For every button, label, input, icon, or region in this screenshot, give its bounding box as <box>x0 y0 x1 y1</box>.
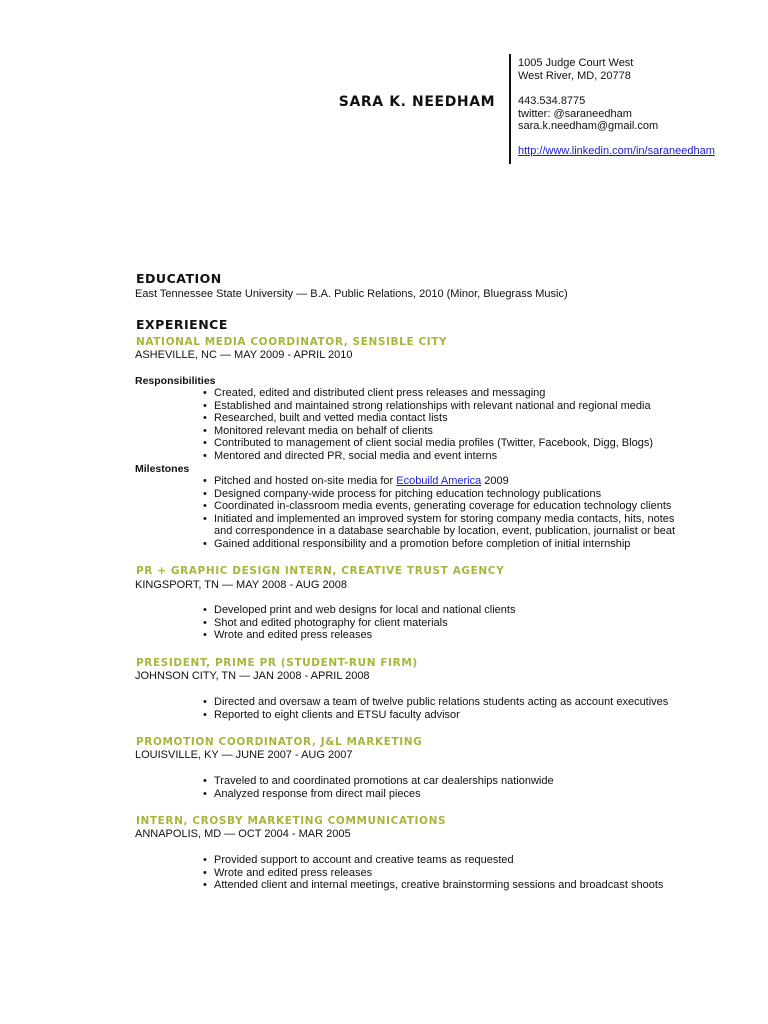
job-bullets <box>201 696 701 721</box>
job-location: KINGSPORT, TN — MAY 2008 - AUG 2008 <box>135 579 347 591</box>
job-title: PR + GRAPHIC DESIGN INTERN, CREATIVE TRUST AGENCY <box>136 565 505 577</box>
experience-heading: EXPERIENCE <box>136 317 228 332</box>
list-item: • Established and maintained strong relationships with relevant national and regional media <box>203 399 651 412</box>
list-item: • Analyzed response from direct mail pieces <box>203 787 421 800</box>
list-item: • Attended client and internal meetings, creative brainstorming sessions and broadcast shoots <box>203 879 664 892</box>
list-item: • Wrote and edited press releases <box>203 629 373 642</box>
list-item: • Pitched and hosted on-site media for Ecobuild America 2009 <box>203 475 509 487</box>
linkedin-link[interactable]: http://www.linkedin.com/in/saraneedham <box>518 145 715 157</box>
job-title: INTERN, CROSBY MARKETING COMMUNICATIONS <box>136 815 447 827</box>
list-item: • Created, edited and distributed client press releases and messaging <box>203 387 546 399</box>
job-title: PROMOTION COORDINATOR, J&L MARKETING <box>136 736 423 748</box>
list-item: • Shot and edited photography for client materials <box>203 616 448 629</box>
list-item: • Gained additional responsibility and a promotion before completion of initial internship <box>203 537 631 550</box>
job-bullets <box>201 854 701 892</box>
job-title: NATIONAL MEDIA COORDINATOR, SENSIBLE CITY <box>136 336 448 348</box>
list-item: • Reported to eight clients and ETSU faculty advisor <box>203 708 460 721</box>
job-location: JOHNSON CITY, TN — JAN 2008 - APRIL 2008 <box>135 670 370 682</box>
address-line-2: West River, MD, 20778 <box>518 69 631 82</box>
milestones-list <box>201 475 701 551</box>
list-item: • Researched, built and vetted media contact lists <box>203 412 448 425</box>
list-item: • Designed company-wide process for pitching education technology publications <box>203 487 602 500</box>
job-bullets <box>201 775 701 800</box>
job-location: LOUISVILLE, KY — JUNE 2007 - AUG 2007 <box>135 749 353 761</box>
ecobuild-link[interactable]: Ecobuild America <box>396 475 482 487</box>
responsibilities-list <box>201 387 701 463</box>
list-item: • Developed print and web designs for local and national clients <box>203 604 516 616</box>
education-line: East Tennessee State University — B.A. Public Relations, 2010 (Minor, Bluegrass Music) <box>135 288 568 300</box>
responsibilities-label: Responsibilities <box>135 375 216 387</box>
list-item: • Initiated and implemented an improved system for storing company media contacts, hits, notes and correspondence in a database searchable by location, event, publication, journalist or beat <box>203 512 676 538</box>
list-item: • Monitored relevant media on behalf of clients <box>203 424 433 437</box>
list-item: • Traveled to and coordinated promotions at car dealerships nationwide <box>203 775 554 787</box>
list-item: • Provided support to account and creative teams as requested <box>203 854 514 866</box>
job-location: ANNAPOLIS, MD — OCT 2004 - MAR 2005 <box>135 828 351 840</box>
job-location: ASHEVILLE, NC — MAY 2009 - APRIL 2010 <box>135 349 353 361</box>
list-item: • Directed and oversaw a team of twelve public relations students acting as account executives <box>203 696 669 708</box>
job-bullets <box>201 604 701 642</box>
job-title: PRESIDENT, PRIME PR (STUDENT-RUN FIRM) <box>136 657 418 669</box>
list-item: • Contributed to management of client social media profiles (Twitter, Facebook, Digg, Blogs) <box>203 437 653 450</box>
education-heading: EDUCATION <box>136 271 222 286</box>
phone: 443.534.8775 <box>518 95 586 107</box>
email: sara.k.needham@gmail.com <box>518 120 659 132</box>
contact-address <box>518 57 633 82</box>
resume-name: SARA K. NEEDHAM <box>338 94 496 110</box>
list-item: • Coordinated in-classroom media events, generating coverage for education technology clients <box>203 500 672 513</box>
header-divider <box>509 54 511 164</box>
contact-linkedin <box>518 145 715 158</box>
twitter-handle: twitter: @saraneedham <box>518 107 632 120</box>
address-line-1: 1005 Judge Court West <box>518 57 634 69</box>
contact-details <box>518 95 658 133</box>
list-item: • Wrote and edited press releases <box>203 866 373 879</box>
milestones-label: Milestones <box>135 463 190 475</box>
list-item: • Mentored and directed PR, social media and event interns <box>203 449 498 462</box>
